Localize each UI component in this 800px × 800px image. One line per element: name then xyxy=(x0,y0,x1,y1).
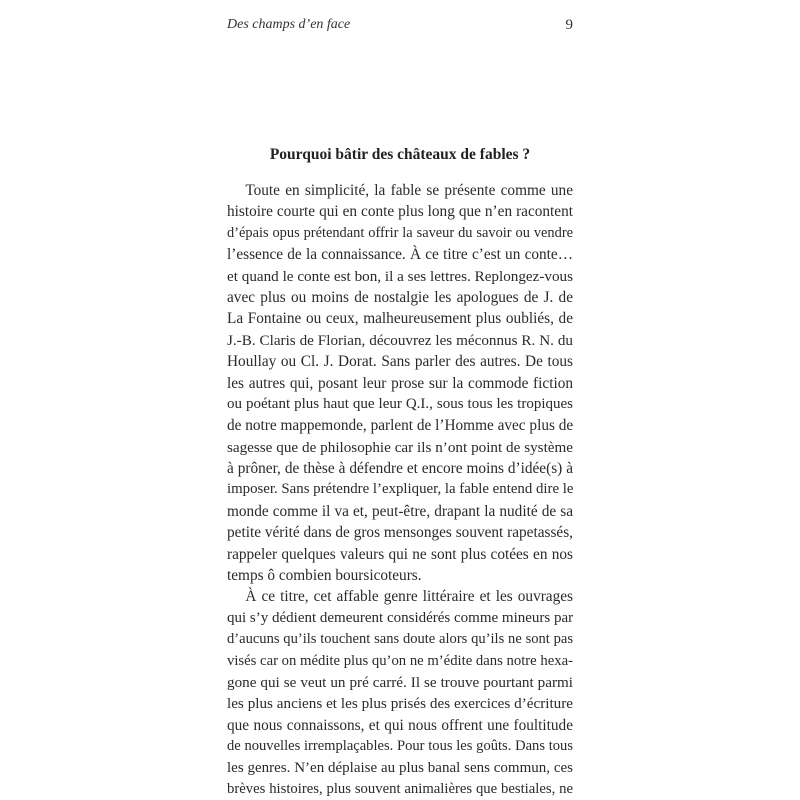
text-line: Toute en simplicité, la fable se présente comme une xyxy=(245,182,573,199)
chapter-title: Pourquoi bâtir des châteaux de fables ? xyxy=(269,146,531,163)
text-line: petite vérité dans de gros mensonges souvent rapetassés, xyxy=(227,524,573,542)
running-head xyxy=(227,17,573,37)
text-line: imposer. Sans prétendre l’expliquer, la fable entend dire le xyxy=(227,481,574,498)
text-line: temps ô combien boursicoteurs. xyxy=(227,567,422,585)
text-line: les autres qui, posant leur prose sur la commode fiction xyxy=(227,374,573,392)
page-number: 9 xyxy=(565,17,573,33)
text-line: monde comme il va et, peut-être, drapant la nudité de sa xyxy=(227,502,573,520)
text-line: brèves histoires, plus souvent animalières que bestiales, ne xyxy=(227,780,573,797)
running-title: Des champs d’en face xyxy=(227,17,351,32)
text-line: les genres. N’en déplaise au plus banal sens commun, ces xyxy=(227,759,573,776)
text-line: et quand le conte est bon, il a ses lettres. Replongez-vous xyxy=(227,267,573,285)
text-line: d’aucuns qu’ils touchent sans doute alors qu’ils ne sont pas xyxy=(227,631,573,648)
text-line: à prôner, de thèse à défendre et encore moins d’idée(s) à xyxy=(227,460,573,478)
body-text xyxy=(227,180,573,800)
text-line: qui s’y dédient demeurent considérés comme mineurs par xyxy=(227,609,574,626)
text-line: Houllay ou Cl. J. Dorat. Sans parler des autres. De tous xyxy=(227,353,573,371)
text-line: que nous connaissons, et qui nous offrent une foultitude xyxy=(227,716,573,734)
text-line: J.-B. Claris de Florian, découvrez les méconnus R. N. du xyxy=(227,331,573,349)
text-line: visés car on médite plus qu’on ne m’édite dans notre hexa- xyxy=(227,652,573,669)
text-line: ou poétant plus haut que leur Q.I., sous tous les tropiques xyxy=(227,395,573,412)
text-line: sagesse que de philosophie car ils n’ont point de système xyxy=(227,438,573,456)
text-line: les plus anciens et les plus prisés des exercices d’écriture xyxy=(227,695,573,713)
text-line: La Fontaine ou ceux, malheureusement plus oubliés, de xyxy=(227,310,573,328)
text-line: de notre mappemonde, parlent de l’Homme avec plus de xyxy=(227,417,574,435)
text-line: gone qui se veut un pré carré. Il se trouve pourtant parmi xyxy=(227,673,573,691)
text-line: de nouvelles irremplaçables. Pour tous les goûts. Dans tous xyxy=(227,738,573,755)
text-line: d’épais opus prétendant offrir la saveur du savoir ou vendre xyxy=(227,224,573,241)
text-line: avec plus ou moins de nostalgie les apologues de J. de xyxy=(227,288,573,306)
text-line: l’essence de la connaissance. À ce titre c’est un conte… xyxy=(227,246,573,264)
text-line: histoire courte qui en conte plus long que n’en racontent xyxy=(227,203,573,221)
text-line: À ce titre, cet affable genre littéraire et les ouvrages xyxy=(245,588,573,606)
text-line: rappeler quelques valeurs qui ne sont plus cotées en nos xyxy=(227,545,573,563)
